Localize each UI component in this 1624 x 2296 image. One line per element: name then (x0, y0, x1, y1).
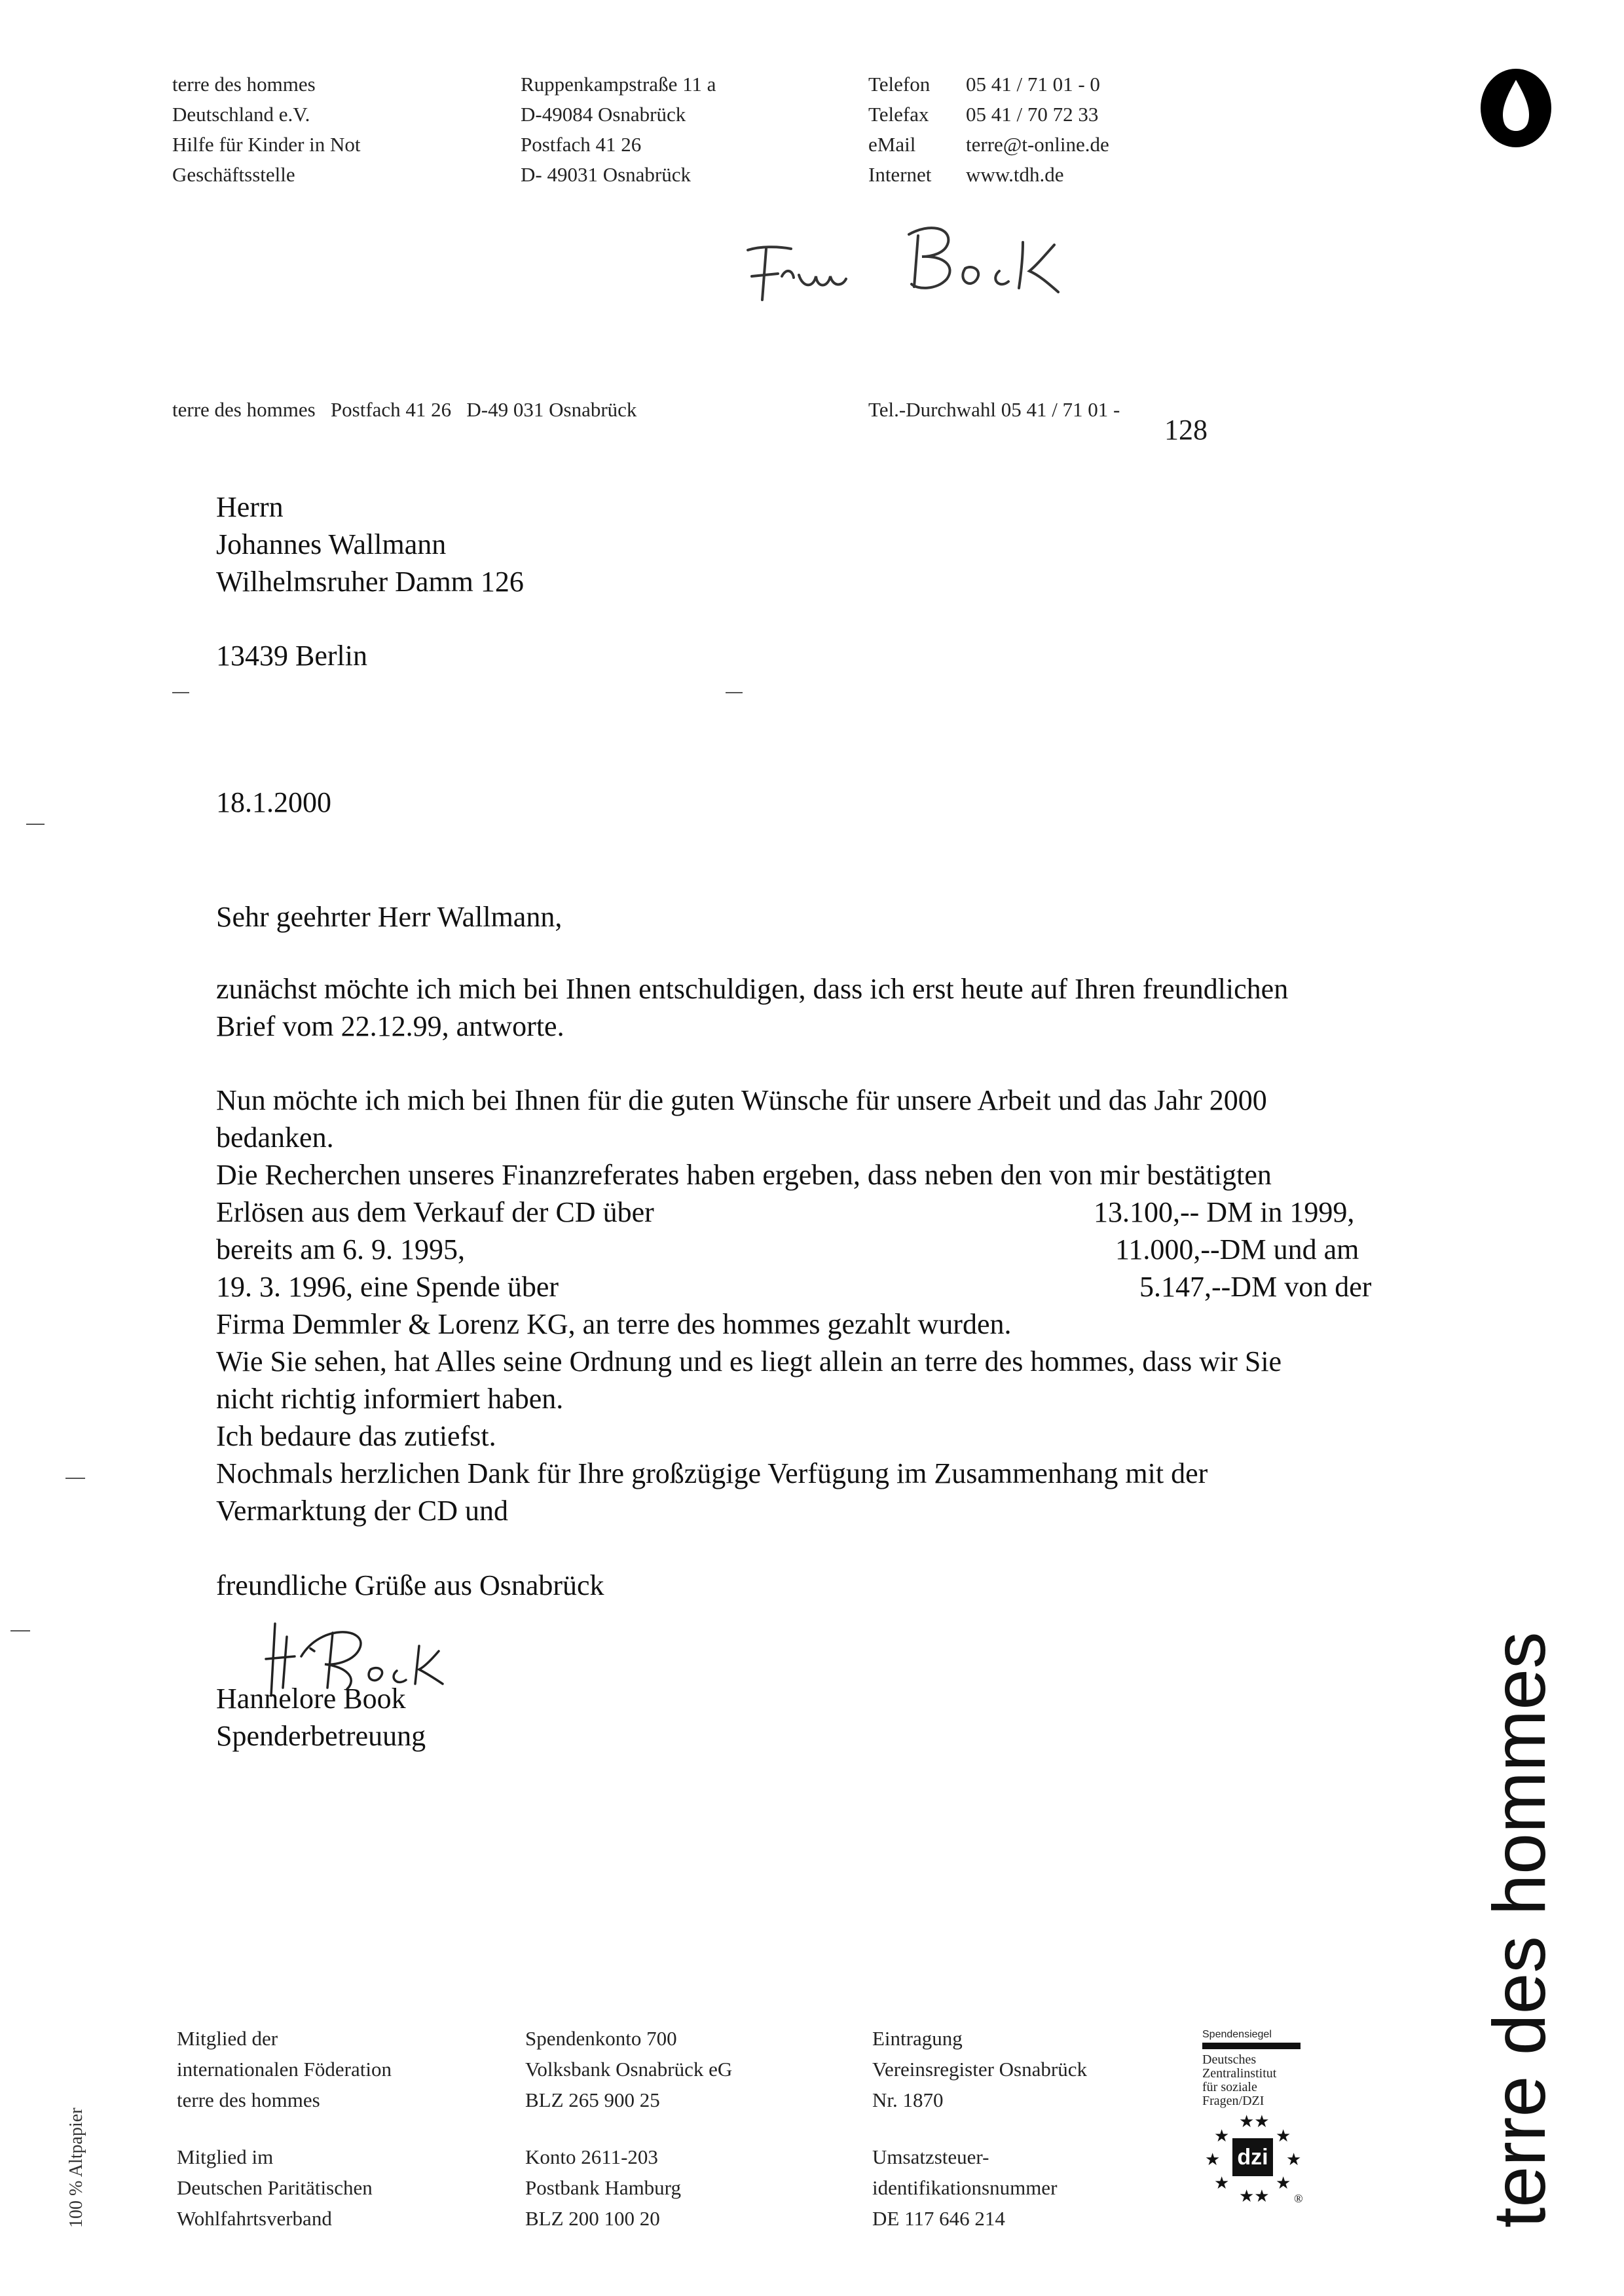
footer-bank-accounts (525, 2023, 813, 2234)
footer-line: Vereinsregister Osnabrück (872, 2058, 1087, 2081)
org-line: Geschäftsstelle (172, 163, 295, 186)
salutation: Sehr geehrter Herr Wallmann, (216, 901, 563, 933)
footer-line: DE 117 646 214 (872, 2207, 1005, 2230)
org-line: Deutschland e.V. (172, 103, 310, 126)
amount-line-value: 5.147,--DM von der (1139, 1271, 1372, 1303)
text-line: Nochmals herzlichen Dank für Ihre großzügige Verfügung im Zusammenhang mit der (216, 1457, 1208, 1489)
footer-line: terre des hommes (177, 2088, 320, 2111)
contact-label: eMail (868, 133, 916, 156)
recycled-paper-note: 100 % Altpapier (66, 2107, 86, 2228)
star-icon: ★★ (1239, 2187, 1270, 2206)
contact-value: www.tdh.de (966, 163, 1064, 186)
address-line: D-49084 Osnabrück (521, 103, 686, 126)
return-address-line: terre des hommes Postfach 41 26 D-49 031 Osnabrück (172, 398, 637, 421)
closing: freundliche Grüße aus Osnabrück (216, 1569, 604, 1601)
direct-dial: Tel.-Durchwahl 05 41 / 71 01 - (868, 398, 1120, 421)
amount-line-value: 13.100,-- DM in 1999, (1094, 1196, 1355, 1228)
footer-membership (177, 2023, 465, 2234)
text-line: Firma Demmler & Lorenz KG, an terre des hommes gezahlt wurden. (216, 1308, 1012, 1340)
org-line: terre des hommes (172, 73, 316, 96)
org-line: Hilfe für Kinder in Not (172, 133, 361, 156)
footer-line: Volksbank Osnabrück eG (525, 2058, 733, 2081)
text-line: Nun möchte ich mich bei Ihnen für die guten Wünsche für unsere Arbeit und das Jahr 2000 (216, 1084, 1267, 1116)
footer-line: Deutschen Paritätischen (177, 2176, 373, 2199)
star-icon: ★ (1286, 2150, 1302, 2169)
amount-line-label: Erlösen aus dem Verkauf der CD über (216, 1196, 654, 1228)
footer-line: Nr. 1870 (872, 2088, 944, 2111)
handwritten-note-frau-bock (740, 216, 1094, 314)
star-icon: ★ (1276, 2174, 1291, 2193)
footer-line: BLZ 265 900 25 (525, 2088, 660, 2111)
footer-spacer (872, 2115, 1167, 2141)
signer-block (216, 1680, 426, 1755)
amount-line-label: 19. 3. 1996, eine Spende über (216, 1271, 559, 1303)
fold-mark (26, 824, 45, 825)
footer-line: Mitglied der (177, 2027, 278, 2050)
text-line: Ich bedaure das zutiefst. (216, 1420, 496, 1452)
letter-date: 18.1.2000 (216, 786, 331, 818)
star-icon: ★ (1214, 2126, 1230, 2145)
contact-value: 05 41 / 71 01 - 0 (966, 73, 1100, 96)
letterhead-address (521, 69, 809, 190)
dzi-donation-seal (1202, 2028, 1307, 2210)
text-line: nicht richtig informiert haben. (216, 1383, 564, 1415)
text-line: Die Recherchen unseres Finanzreferates haben ergeben, dass neben den von mir bestätigten (216, 1159, 1272, 1191)
letterhead-contact-values (966, 69, 1202, 190)
contact-label: Internet (868, 163, 932, 186)
seal-bar (1202, 2043, 1301, 2049)
recipient-city: 13439 Berlin (216, 640, 367, 672)
paragraph-thanks (216, 1082, 1272, 1194)
seal-heading: Spendensiegel (1202, 2029, 1272, 2040)
text-line: zunächst möchte ich mich bei Ihnen entschuldigen, dass ich erst heute auf Ihren freundlichen (216, 973, 1289, 1005)
registered-mark: ® (1294, 2192, 1303, 2205)
amount-line-value: 11.000,--DM und am (1115, 1233, 1359, 1266)
seal-star-ring (1202, 2112, 1307, 2210)
footer-line: identifikationsnummer (872, 2176, 1058, 2199)
window-mark-left (172, 692, 189, 693)
address-line: Postfach 41 26 (521, 133, 642, 156)
footer-line: BLZ 200 100 20 (525, 2207, 660, 2230)
star-icon: ★ (1214, 2174, 1230, 2193)
footer-line: Eintragung (872, 2027, 963, 2050)
signature-caption (0, 0, 1, 1)
fold-mark-lower (10, 1630, 30, 1631)
terre-des-hommes-logo-icon (1477, 65, 1555, 151)
dzi-logo: dzi (1232, 2138, 1273, 2176)
footer-line: Wohlfahrtsverband (177, 2207, 332, 2230)
recipient-line: Herrn (216, 491, 284, 523)
footer-line: Postbank Hamburg (525, 2176, 681, 2199)
recipient-address (216, 488, 524, 600)
text-line: bedanken. (216, 1121, 334, 1154)
seal-line: Zentralinstitut (1202, 2066, 1277, 2081)
seal-line: Fragen/DZI (1202, 2094, 1264, 2108)
contact-label: Telefon (868, 73, 931, 96)
star-icon: ★ (1205, 2150, 1221, 2169)
amount-line-label: bereits am 6. 9. 1995, (216, 1233, 466, 1266)
seal-line: Deutsches (1202, 2052, 1257, 2067)
text-line: Wie Sie sehen, hat Alles seine Ordnung und es liegt allein an terre des hommes, dass wir Sie (216, 1345, 1282, 1377)
footer-line: Konto 2611-203 (525, 2145, 658, 2168)
text-line: Brief vom 22.12.99, antworte. (216, 1010, 564, 1042)
star-icon: ★ (1276, 2126, 1291, 2145)
signer-title: Spenderbetreuung (216, 1720, 426, 1752)
signer-name: Hannelore Book (216, 1683, 406, 1715)
side-brand-vertical: terre des hommes (1478, 1631, 1560, 2228)
letterhead-organization (172, 69, 454, 190)
punch-mark (65, 1478, 85, 1479)
star-icon: ★★ (1239, 2112, 1270, 2131)
footer-line: Mitglied im (177, 2145, 274, 2168)
recipient-line: Wilhelmsruher Damm 126 (216, 566, 524, 598)
footer-spacer (177, 2115, 465, 2141)
footer-registration (872, 2023, 1167, 2234)
address-line: Ruppenkampstraße 11 a (521, 73, 716, 96)
address-line: D- 49031 Osnabrück (521, 163, 692, 186)
footer-spacer (525, 2115, 813, 2141)
footer-line: Spendenkonto 700 (525, 2027, 677, 2050)
text-line: Vermarktung der CD und (216, 1495, 509, 1527)
footer-line: internationalen Föderation (177, 2058, 392, 2081)
contact-value: 05 41 / 70 72 33 (966, 103, 1099, 126)
seal-line: für soziale (1202, 2080, 1257, 2094)
footer-line: Umsatzsteuer- (872, 2145, 989, 2168)
recipient-line: Johannes Wallmann (216, 528, 447, 560)
seal-text (1202, 2053, 1307, 2108)
window-mark-right (726, 692, 743, 693)
direct-dial-extension: 128 (1164, 414, 1208, 446)
paragraph-conclusion (216, 1305, 1282, 1529)
paragraph-apology (216, 970, 1288, 1045)
letterhead-contact-labels (868, 69, 967, 190)
contact-value: terre@t-online.de (966, 133, 1109, 156)
contact-label: Telefax (868, 103, 929, 126)
